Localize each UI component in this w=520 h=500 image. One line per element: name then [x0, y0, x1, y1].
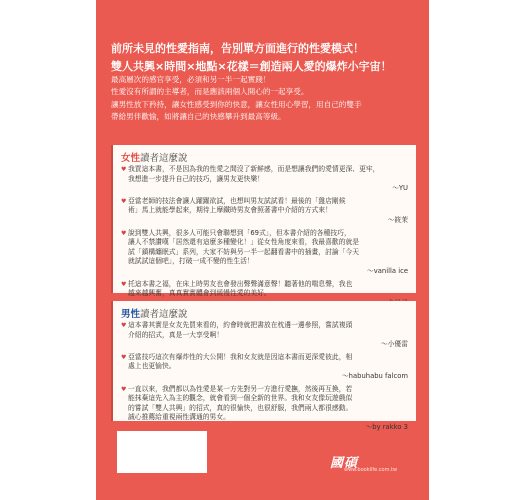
heart-bullet-icon: ♥ — [121, 322, 127, 329]
comment-text-line: 試「鎮構纏眠式」系列，大家不妨與另一半一起翻看書中的插畫，討論「今天 — [128, 247, 360, 256]
comment-text-line: 就試試這個吧」，打破一成不變的性生活！ — [128, 257, 254, 266]
reader-comment — [121, 385, 410, 433]
comment-text-line: 能抹棄這先入為主的觀念，就會看到一個全新的世界。我和女友像玩遊戲似 — [128, 394, 353, 403]
male-keyword: 男性 — [121, 309, 141, 320]
reader-comment — [121, 321, 410, 350]
publisher-brand: 國碩 — [330, 456, 359, 471]
comment-text-line: 越來越興奮，真真實實體會到緩慢性愛的美好。 — [128, 289, 271, 298]
female-title-rest: 讀者這麼說 — [140, 153, 188, 164]
intro-line: 性愛沒有所謂的主導者，而是應該兩個人開心的一起享受。 — [111, 87, 309, 97]
intro-line: 帶給男伴歡愉，如將讓自己的快感攀升到最高等級。 — [111, 112, 286, 122]
female-readers-title — [121, 150, 188, 164]
intro-line: 讓男性放下矜持，讓女性感受到你的快意，讓女性用心學習，用自己的雙手 — [111, 99, 362, 109]
comment-text-line: 讓人不禁讚嘆「居然還有這麼多種變化！」從女性角度來看，我最喜歡的就是 — [128, 238, 360, 247]
male-comments-list — [121, 321, 410, 436]
reader-comment — [121, 353, 410, 382]
comment-author: ～小優雷 — [380, 340, 408, 349]
barcode-area — [117, 431, 207, 473]
comment-text-line: 這本書其實是女友先買來看的，約會時就把書放在枕邊一邊參照，嘗試複頭 — [128, 321, 353, 329]
male-title-rest: 讀者這麼說 — [140, 309, 188, 320]
reader-comment — [121, 165, 410, 194]
comment-author: ～筱茉 — [387, 215, 408, 224]
comment-text-line: 誠心推薦給重視兩性溝通的男女。 — [128, 413, 230, 422]
male-readers-box — [111, 301, 416, 431]
comment-text-line: 介紹的招式，真是一大享受啊！ — [128, 330, 224, 339]
heart-bullet-icon: ♥ — [121, 353, 127, 361]
comment-text-line: 亞當老師的技法會讓人躍躍欲試，也想叫男友試試看！最後的「盤店剛候 — [128, 196, 346, 205]
comment-text-line: 的嘗試「雙人共興」的招式，真的很愉快，也很舒服，我們兩人都很感動。 — [128, 403, 353, 412]
heart-bullet-icon: ♥ — [121, 166, 127, 173]
female-comments-list — [121, 165, 410, 311]
comment-author: ～YU — [392, 184, 408, 193]
headline-line-1: 前所未見的性愛指南，告別單方面進行的性愛模式！ — [111, 42, 364, 55]
comment-text-line: 術」馬上就能學起來，期待上摩鐵時男友會照著書中介紹的方式來！ — [128, 206, 332, 215]
female-readers-box — [111, 145, 416, 298]
comment-text-line: 我想進一步提升自己的技巧，讓男友更快樂！ — [128, 174, 264, 183]
comment-text-line: 亞當技巧這次有爆炸性的大公開！我和女友就是因這本書而更深愛彼此，相 — [128, 352, 353, 361]
intro-text — [111, 74, 416, 124]
female-keyword: 女性 — [121, 153, 141, 164]
comment-text-line: 一直以來，我們都以為性愛是某一方先對另一方進行愛撫，然後再互換，若 — [128, 384, 353, 393]
heart-bullet-icon: ♥ — [121, 229, 127, 237]
comment-text-line: 托這本書之福，在床上時男友也會發出聲聲滿意聲！聽著他的喘息聲，我也 — [128, 279, 353, 288]
comment-text-line: 說到雙人共興，很多人可能只會聯想到「69式」，但本書介紹的各種技巧， — [128, 228, 351, 237]
reader-comment — [121, 197, 410, 226]
comment-author: ～vanilla ice — [366, 266, 408, 275]
book-back-cover — [96, 0, 429, 500]
comment-author: ～habuhabu falcom — [341, 371, 408, 380]
headline-line-2: 雙人共興×時間×地點×花樣＝創造兩人愛的爆炸小宇宙！ — [111, 60, 392, 73]
intro-line: 最高層次的感官享受，必須和另一半一起實踐！ — [111, 75, 271, 84]
comment-text-line: 處上也更愉快。 — [128, 362, 176, 371]
comment-text-line: 我買這本書，不是因為我的性愛之間沒了新鮮感，而是想讓我們的愛情更深、更牢， — [128, 165, 380, 173]
comment-author: ～by rakko 3 — [365, 422, 408, 431]
publisher-url: www.booklife.com.tw — [344, 467, 398, 473]
publisher-logo — [330, 452, 408, 473]
heart-bullet-icon: ♥ — [121, 280, 127, 288]
heart-bullet-icon: ♥ — [121, 197, 127, 205]
heart-bullet-icon: ♥ — [121, 385, 127, 393]
headline — [111, 40, 416, 76]
reader-comment — [121, 229, 410, 277]
male-readers-title — [121, 306, 188, 320]
